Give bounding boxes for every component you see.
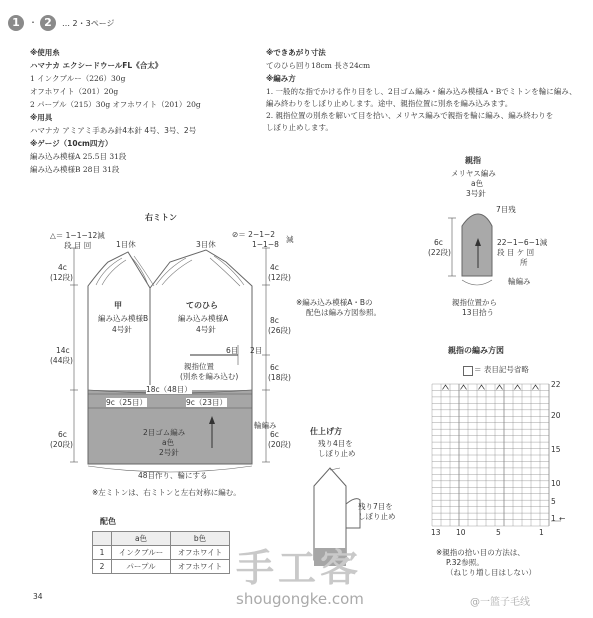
rib-label: 2目ゴム編み xyxy=(143,428,186,437)
chart-col-label: 10 xyxy=(456,528,466,537)
method-step: 1. 一般的な指でかける作り目をし、2目ゴム編み・編み込み模様A・Bでミトンを輪に編み、 xyxy=(266,87,577,96)
table-cell: オフホワイト xyxy=(171,546,230,560)
thumb-color: a色 xyxy=(471,179,484,188)
header-pages: … 2・3ページ xyxy=(62,19,115,28)
method-heading: ※編み方 xyxy=(266,74,296,83)
pattern-note: 配色は編み方図参照。 xyxy=(306,308,381,317)
width-right: 9c（23目） xyxy=(186,398,227,407)
method-step: しぼり止めします。 xyxy=(266,123,333,132)
size-text: てのひら回り18cm 長さ24cm xyxy=(266,61,371,70)
thumb-dim-rows: (22段) xyxy=(428,248,451,257)
thumb-6: 6目 xyxy=(226,346,239,355)
step-circle-2: 2 xyxy=(40,15,56,31)
back-needle: 4号針 xyxy=(112,325,132,334)
chart-note: ※親指の拾い目の方法は、 xyxy=(436,548,525,557)
color-table-title: 配色 xyxy=(100,517,116,526)
dim-left: 6c xyxy=(58,430,67,439)
chart-col-label: 1 xyxy=(539,528,544,537)
decrease-symbol xyxy=(533,385,539,389)
gauge-heading: ※ゲージ（10cm四方） xyxy=(30,139,113,148)
back-label: 甲 xyxy=(114,301,122,310)
method-step: 2. 親指位置の別糸を解いて目を拾い、メリヤス編みで親指を輪に編み、編み終わりを xyxy=(266,111,554,120)
chart-row-label: 20 xyxy=(551,411,561,420)
watermark-weibo: @一篮子毛线 xyxy=(470,597,530,608)
dim-right: (12段) xyxy=(268,273,291,282)
dec-left: △＝ 1−1−12減 xyxy=(50,231,105,240)
rib-color: a色 xyxy=(162,438,175,447)
rib-needle: 2号針 xyxy=(159,448,179,457)
thumb-stitch: メリヤス編み xyxy=(451,169,496,178)
legend-box xyxy=(463,366,473,376)
chart-dir-arrow: ← xyxy=(559,514,566,523)
decrease-symbol xyxy=(443,385,449,389)
table-cell: インクブルー xyxy=(112,546,171,560)
table-header: b色 xyxy=(171,532,230,546)
finishing-top: 残り4目を xyxy=(318,439,353,448)
thumb-pos-note: (別糸を編み込む) xyxy=(180,372,239,381)
dim-right: (20段) xyxy=(268,440,291,449)
gauge-line: 編み込み模様B 28目 31段 xyxy=(30,165,120,174)
thumb-rest: 7目残 xyxy=(496,205,516,214)
thumb-pick-count: 13目拾う xyxy=(462,308,495,317)
palm-pattern: 編み込み模様A xyxy=(178,314,229,323)
table-header-row xyxy=(93,532,230,546)
chart-col-label: 13 xyxy=(431,528,441,537)
yarn-heading: ※使用糸 xyxy=(30,48,60,57)
yarn-name: ハマナカ エクシードウールFL《合太》 xyxy=(30,61,163,70)
thumb-pos: 親指位置 xyxy=(184,362,214,371)
chart-note: P.32参照。 xyxy=(446,558,484,567)
width-left: 9c（25目） xyxy=(106,398,147,407)
thumb-chart-grid xyxy=(432,384,561,526)
finishing-thumb: しぼり止め xyxy=(358,512,396,521)
chart-row-label: 15 xyxy=(551,445,561,454)
dec-left-legend: 段 目 回 xyxy=(64,241,92,250)
finishing-thumb: 残り7目を xyxy=(358,502,393,511)
finishing-title: 仕上げ方 xyxy=(310,427,342,436)
cast-on: 48目作り、輪にする xyxy=(138,471,208,480)
dec-lines-left xyxy=(96,256,154,286)
decrease-symbol xyxy=(515,385,521,389)
dec-right: ⊘＝ 2−1−2 xyxy=(232,230,276,239)
thumb-2: 2目 xyxy=(250,346,263,355)
dec-lines-right xyxy=(156,256,244,286)
table-header: a色 xyxy=(112,532,171,546)
dim-right: 8c xyxy=(270,316,279,325)
chart-row-label: 10 xyxy=(551,479,561,488)
dim-right: (26段) xyxy=(268,326,291,335)
dec-right-2: 1−1−8 xyxy=(252,240,279,249)
chart-row-label: 5 xyxy=(551,497,556,506)
rest-right: 3目休 xyxy=(196,240,216,249)
dim-right: 4c xyxy=(270,263,279,272)
palm-needle: 4号針 xyxy=(196,325,216,334)
width-total: 18c（48目） xyxy=(146,385,192,394)
watermark-url: shougongke.com xyxy=(236,590,364,608)
dim-left: (12段) xyxy=(50,273,73,282)
yarn-line: オフホワイト（201）20g xyxy=(30,87,119,96)
thumb-needle: 3号針 xyxy=(466,189,486,198)
palm-label: てのひら xyxy=(186,301,218,310)
size-heading: ※できあがり寸法 xyxy=(266,48,326,57)
rib-round: 輪編み xyxy=(254,421,277,430)
thumb-title: 親指 xyxy=(465,156,481,165)
color-table xyxy=(92,531,230,574)
chart-legend: ＝ 表目記号省略 xyxy=(474,365,529,374)
left-mitten-note: ※左ミトンは、右ミトンと左右対称に編む。 xyxy=(92,488,241,497)
rest-left: 1目休 xyxy=(116,240,136,249)
thumb-pick: 親指位置から xyxy=(452,298,497,307)
dim-right: 6c xyxy=(270,430,279,439)
yarn-line: 2 パープル（215）30g オフホワイト（201）20g xyxy=(30,100,201,109)
table-cell: 2 xyxy=(93,560,112,574)
thumb-dec: 22−1−6−1減 xyxy=(497,238,548,247)
gauge-line: 編み込み模様A 25.5目 31段 xyxy=(30,152,127,161)
mitten-title: 右ミトン xyxy=(145,213,177,222)
dim-right: 6c xyxy=(270,363,279,372)
table-cell: パープル xyxy=(112,560,171,574)
table-cell: オフホワイト xyxy=(171,560,230,574)
dim-left: 4c xyxy=(58,263,67,272)
step-circle-1: 1 xyxy=(8,15,24,31)
pattern-note: ※編み込み模様A・Bの xyxy=(296,298,373,307)
table-row xyxy=(93,546,230,560)
table-header xyxy=(93,532,112,546)
thumb-dec-place: 所 xyxy=(520,258,528,267)
back-pattern: 編み込み模様B xyxy=(98,314,149,323)
finishing-top: しぼり止め xyxy=(318,449,356,458)
dim-left: (44段) xyxy=(50,356,73,365)
dim-left: (20段) xyxy=(50,440,73,449)
header-dot: ・ xyxy=(29,18,37,27)
decrease-symbol xyxy=(497,385,503,389)
method-step: 編み終わりをしぼり止めします。途中、親指位置に別糸を編み込みます。 xyxy=(266,99,513,108)
chart-row-top: 22 xyxy=(551,380,561,389)
tools-heading: ※用具 xyxy=(30,113,53,122)
table-row xyxy=(93,560,230,574)
tools-text: ハマナカ アミアミ手あみ針4本針 4号、3号、2号 xyxy=(30,126,197,135)
page-number: 34 xyxy=(33,592,43,601)
chart-note: （ねじり増し目はしない） xyxy=(446,568,536,577)
table-cell: 1 xyxy=(93,546,112,560)
dec-right-3: 減 xyxy=(286,235,294,244)
yarn-line: 1 インクブルー（226）30g xyxy=(30,74,126,83)
dim-right: (18段) xyxy=(268,373,291,382)
dim-left: 14c xyxy=(56,346,70,355)
decrease-symbol xyxy=(479,385,485,389)
thumb-round: 輪編み xyxy=(508,277,531,286)
thumb-dim: 6c xyxy=(434,238,443,247)
decrease-symbol xyxy=(461,385,467,389)
chart-row-start: 1 xyxy=(551,514,556,523)
chart-title: 親指の編み方図 xyxy=(448,346,504,355)
thumb-dec-legend: 段 目 ケ 回 xyxy=(497,248,535,257)
chart-col-label: 5 xyxy=(496,528,501,537)
watermark-logo: 手工客 xyxy=(236,546,363,590)
